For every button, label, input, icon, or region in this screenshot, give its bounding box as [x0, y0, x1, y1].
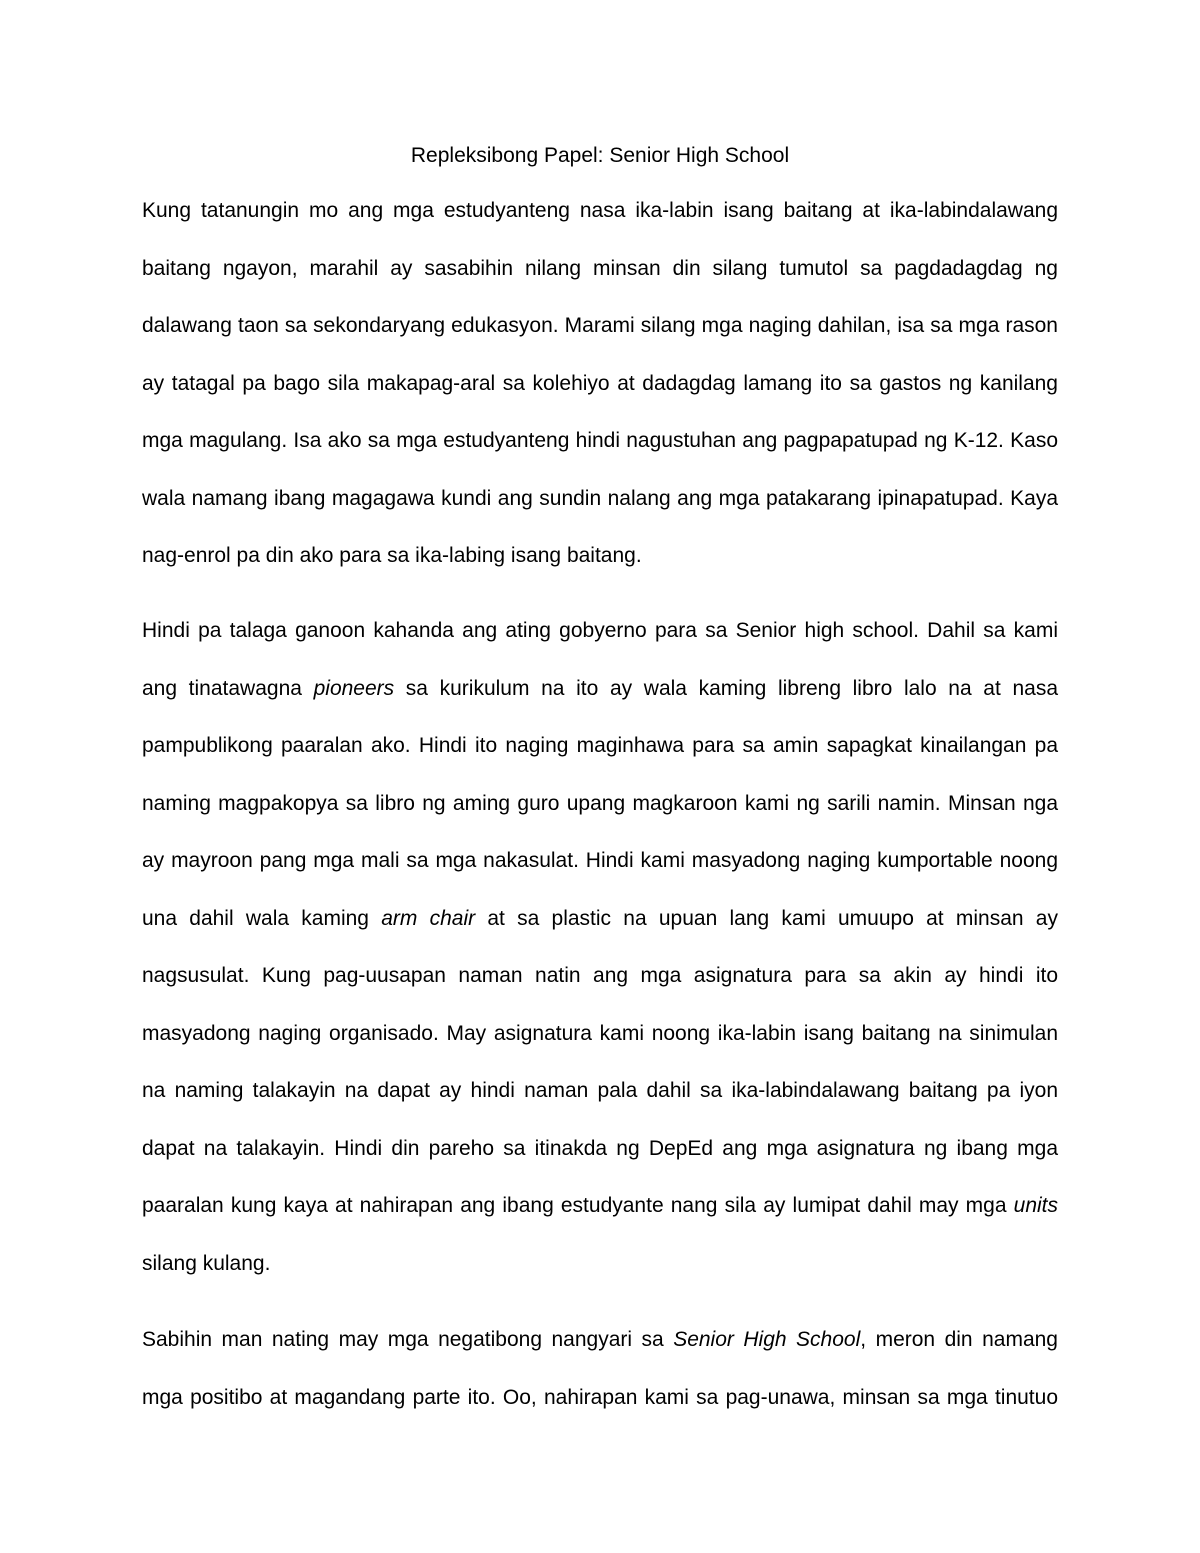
paragraph-line: na naming talakayin na dapat ay hindi naman pala dahil sa ika-labindalawang baitang pa iyon	[142, 1079, 1058, 1102]
line-text: at sa plastic na upuan lang kami umuupo at minsan ay	[475, 906, 1058, 930]
paragraph-line: mga positibo at magandang parte ito. Oo, nahirapan kami sa pag-unawa, minsan sa mga tinutuo	[142, 1385, 1058, 1409]
line-text: Sabihin man nating may mga negatibong nangyari sa	[142, 1328, 674, 1351]
paragraph-line: Kung tatanungin mo ang mga estudyanteng nasa ika-labin isang baitang at ika-labindalawang	[142, 199, 1058, 222]
paragraph-3	[142, 1326, 1058, 1441]
paragraph-line: dalawang taon sa sekondaryang edukasyon. Marami silang mga naging dahilan, isa sa mga rason	[142, 314, 1058, 337]
line-text: una dahil wala kaming	[142, 906, 382, 930]
paragraph-line	[142, 905, 1058, 963]
paragraph-line: wala namang ibang magagawa kundi ang sundin nalang ang mga patakarang ipinapatupad. Kaya	[142, 486, 1058, 510]
paragraph-line: nagsusulat. Kung pag-uusapan naman natin ang mga asignatura para sa akin ay hindi ito	[142, 964, 1058, 987]
paragraph-line: ay mayroon pang mga mali sa mga nakasulat. Hindi kami masyadong naging kumportable noong	[142, 849, 1058, 872]
paragraph-line: Hindi pa talaga ganoon kahanda ang ating gobyerno para sa Senior high school. Dahil sa kami	[142, 619, 1058, 642]
paragraph-line: mga magulang. Isa ako sa mga estudyanteng hindi nagustuhan ang pagpapatupad ng K-12. Kaso	[142, 429, 1058, 452]
paragraph-line	[142, 675, 1058, 733]
italic-term: units	[1013, 1194, 1058, 1217]
line-text: paaralan kung kaya at nahirapan ang ibang estudyante nang sila ay lumipat dahil may mga	[142, 1194, 1014, 1217]
document-title: Repleksibong Papel: Senior High School	[410, 144, 790, 167]
italic-term: pioneers	[313, 676, 395, 700]
line-text: , meron din namang	[860, 1328, 1058, 1351]
paragraph-1	[142, 197, 1058, 600]
paragraph-line: masyadong naging organisado. May asignatura kami noong ika-labin isang baitang na sinimulan	[142, 1021, 1058, 1045]
paragraph-line: nag-enrol pa din ako para sa ika-labing isang baitang.	[142, 544, 642, 567]
italic-term: arm chair	[381, 906, 476, 930]
paragraph-line: silang kulang.	[142, 1251, 271, 1275]
italic-term: Senior High School	[673, 1328, 861, 1351]
paragraph-line: naming magpakopya sa libro ng aming guro upang magkaroon kami ng sarili namin. Minsan nga	[142, 791, 1058, 815]
paragraph-line: pampublikong paaralan ako. Hindi ito naging maginhawa para sa amin sapagkat kinailangan pa	[142, 734, 1058, 757]
paragraph-2	[142, 617, 1058, 1307]
paragraph-line	[142, 1326, 1058, 1384]
paragraph-line: dapat na talakayin. Hindi din pareho sa itinakda ng DepEd ang mga asignatura ng ibang mga	[142, 1136, 1058, 1160]
paragraph-line	[142, 1192, 1058, 1250]
paragraph-line: ay tatagal pa bago sila makapag-aral sa kolehiyo at dadagdag lamang ito sa gastos ng kanilang	[142, 371, 1058, 395]
paragraph-line: baitang ngayon, marahil ay sasabihin nilang minsan din silang tumutol sa pagdadagdag ng	[142, 256, 1058, 280]
line-text: ang tinatawagna	[142, 676, 314, 700]
line-text: sa kurikulum na ito ay wala kaming libreng libro lalo na at nasa	[394, 676, 1058, 700]
